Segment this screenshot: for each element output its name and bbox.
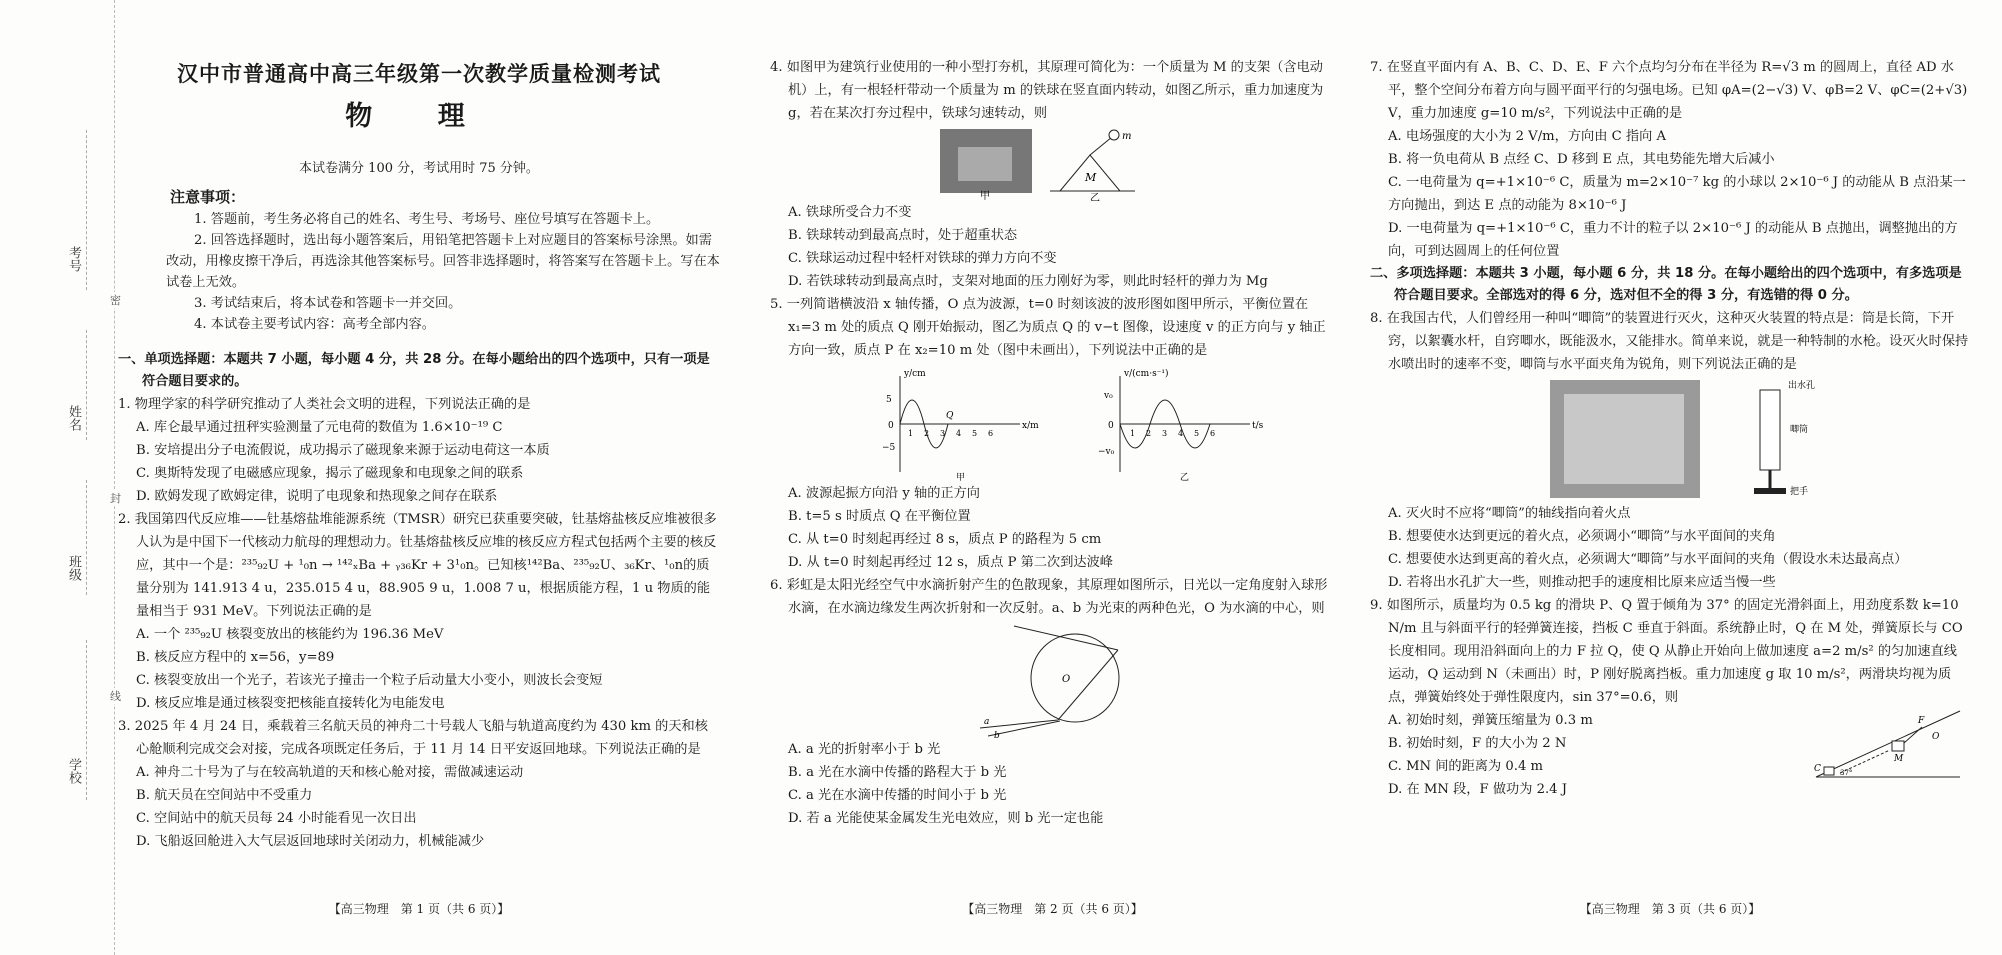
tick-label: 6 xyxy=(988,429,994,438)
tick-label: 4 xyxy=(1178,429,1184,438)
label-name: 姓名 xyxy=(66,405,81,431)
section-heading-1: 一、单项选择题：本题共 7 小题，每小题 4 分，共 28 分。在每小题给出的四个选项中，只有一项是符合题目要求的。 xyxy=(118,352,710,389)
velocity-graph xyxy=(1098,368,1264,482)
point-M-label: M xyxy=(1894,754,1904,764)
center-O-label: O xyxy=(1062,674,1071,685)
option: C. 空间站中的航天员每 24 小时能看见一次日出 xyxy=(136,811,417,826)
option: A. 波源起振方向沿 y 轴的正方向 xyxy=(788,486,980,501)
tick-label: 1 xyxy=(908,429,914,438)
tick-label: 2 xyxy=(924,429,930,438)
axis-label: v/(cm·s⁻¹) xyxy=(1124,369,1169,379)
option: B. 初始时刻，F 的大小为 2 N xyxy=(1388,736,1567,751)
tick-label: 0 xyxy=(1108,421,1114,431)
seal-mi: 密 xyxy=(110,294,121,307)
question-3: 3. 2025 年 4 月 24 日，乘载着三名航天员的神舟二十号载人飞船与轨道高度约为 430 km 的天和核心舱顺利完成交会对接，完成各项既定任务后，于 11 月 14 日平安返回地球。下列说法正确的是 xyxy=(118,719,708,757)
option: D. 欧姆发现了欧姆定律，说明了电现象和热现象之间存在联系 xyxy=(136,489,498,504)
question-8: 8. 在我国古代，人们曾经用一种叫“唧筒”的装置进行灭火，这种灭火装置的特点是：筒是长筒，下开窍，以絮囊水杆，自窍唧水，既能汲水，又能排水。简单来说，就是一种特制的水枪。设灭火时保持水喷出时的速率不变，唧筒与水平面夹角为锐角，则下列说法正确的是 xyxy=(1370,311,1969,372)
option: D. 若 a 光能使某金属发生光电效应，则 b 光一定也能 xyxy=(788,811,1104,826)
seal-xian: 线 xyxy=(110,690,121,703)
option: B. a 光在水滴中传播的路程大于 b 光 xyxy=(788,765,1007,780)
option: D. 若将出水孔扩大一些，则推动把手的速度相比原来应适当慢一些 xyxy=(1388,575,1776,590)
option: A. 初始时刻，弹簧压缩量为 0.3 m xyxy=(1388,713,1593,728)
question-1: 1. 物理学家的科学研究推动了人类社会文明的进程，下列说法正确的是 xyxy=(118,397,531,412)
question-4: 4. 如图甲为建筑行业使用的一种小型打夯机，其原理可简化为：一个质量为 M 的支架（含电动机）上，有一根轻杆带动一个质量为 m 的铁球在竖直面内转动，如图乙所示，重力加速度为 g，若在某次打夯过程中，铁球匀速转动，则 xyxy=(770,60,1324,121)
water-pump-figure xyxy=(1550,376,1850,502)
tick-label: 1 xyxy=(1130,429,1136,438)
option: C. 核裂变放出一个光子，若该光子撞击一个粒子后动量大小变小，则波长会变短 xyxy=(136,673,603,688)
wave-figures xyxy=(870,362,1290,482)
option: D. 从 t=0 时刻起再经过 12 s，质点 P 第二次到达波峰 xyxy=(788,555,1113,570)
block-Q xyxy=(1892,741,1904,751)
seal-feng: 封 xyxy=(110,492,121,505)
label-exam-number: 考号 xyxy=(66,246,81,272)
page-1 xyxy=(118,0,720,955)
option: A. 铁球所受合力不变 xyxy=(788,205,912,220)
tick-label: 3 xyxy=(940,429,946,438)
fill-line xyxy=(86,640,87,800)
option: C. 一电荷量为 q=+1×10⁻⁶ C，质量为 m=2×10⁻⁷ kg 的小球以 2×10⁻⁶ J 的动能从 B 点沿某一方向抛出，到达 E 点的动能为 8×10⁻⁶ J xyxy=(1388,175,1966,213)
tick-label: 0 xyxy=(888,421,894,431)
handle-label: 把手 xyxy=(1790,487,1809,497)
point-O-label: O xyxy=(1932,732,1940,742)
subject-title: 物 理 xyxy=(345,101,493,132)
option: A. 库仑最早通过扭秤实验测量了元电荷的数值为 1.6×10⁻¹⁹ C xyxy=(136,420,503,435)
ray-b-label: b xyxy=(994,731,1000,738)
option: B. t=5 s 时质点 Q 在平衡位置 xyxy=(788,509,971,524)
fig-label-yi: 乙 xyxy=(1090,193,1100,201)
force-F-label: F xyxy=(1918,716,1925,726)
note-item: 4. 本试卷主要考试内容：高考全部内容。 xyxy=(194,317,435,332)
point-Q-label: Q xyxy=(946,411,954,421)
tick-label: 3 xyxy=(1162,429,1168,438)
tick-label: 4 xyxy=(956,429,962,438)
wave-graph xyxy=(882,369,1039,482)
fill-line xyxy=(86,330,87,440)
question-7: 7. 在竖直平面内有 A、B、C、D、E、F 六个点均匀分布在半径为 R=√3 m 的圆周上，直径 AD 水平，整个空间分布着方向与圆平面平行的匀强电场。已知 φA=(2−√3) V、φB=2 V、φC=(2+√3) V，重力加速度 g=10 m/s²，下列说法中正确的是 xyxy=(1370,60,1968,121)
fill-line xyxy=(86,130,87,290)
exam-intro: 本试卷满分 100 分，考试用时 75 分钟。 xyxy=(299,161,539,176)
option: B. 想要使水达到更远的着火点，必须调小“唧筒”与水平面间的夹角 xyxy=(1388,529,1776,544)
option: D. 核反应堆是通过核裂变把核能直接转化为电能发电 xyxy=(136,696,445,711)
label-school: 学校 xyxy=(66,758,81,784)
option: A. a 光的折射率小于 b 光 xyxy=(788,742,941,757)
question-9: 9. 如图所示，质量均为 0.5 kg 的滑块 P、Q 置于倾角为 37° 的固定光滑斜面上，用劲度系数 k=10 N/m 且与斜面平行的轻弹簧连接，挡板 C 垂直于斜面。系统静止时，Q 在 M 处，弹簧原长与 CO 长度相同。现用沿斜面向上的力 F 拉 Q，使 Q 从静止开始向上做加速度 a=2 m/s² 的匀加速直线运动，Q 运动到 N（未画出）时，P 刚好脱离挡板。重力加速度 g 取 10 m/s²，两滑块均视为质点，弹簧始终处于弹性限度内，sin 37°=0.6，则 xyxy=(1370,598,1963,705)
pump-label: 唧筒 xyxy=(1790,425,1809,435)
notes-heading: 注意事项： xyxy=(170,188,246,206)
tick-label: −v₀ xyxy=(1098,447,1115,457)
option: A. 灭火时不应将“唧筒”的轴线指向着火点 xyxy=(1388,506,1631,521)
note-item: 2. 回答选择题时，选出每小题答案后，用铅笔把答题卡上对应题目的答案标号涂黑。如需改动，用橡皮擦干净后，再选涂其他答案标号。回答非选择题时，将答案写在答题卡上。写在本试卷上无效。 xyxy=(166,233,720,290)
question-5: 5. 一列简谐横波沿 x 轴传播，O 点为波源，t=0 时刻该波的波形图如图甲所示，平衡位置在 x₁=3 m 处的质点 Q 刚开始振动，图乙为质点 Q 的 v−t 图像，设速度 v 的正方向与 y 轴正方向一致，质点 P 在 x₂=10 m 处（图中未画出），下列说法中正确的是 xyxy=(770,297,1326,358)
exam-title: 汉中市普通高中高三年级第一次教学质量检测考试 xyxy=(177,62,661,86)
iron-ball xyxy=(1109,130,1119,140)
option: D. 若铁球转动到最高点时，支架对地面的压力刚好为零，则此时轻杆的弹力为 Mg xyxy=(788,274,1268,289)
option: C. a 光在水滴中传播的时间小于 b 光 xyxy=(788,788,1007,803)
incline-surface xyxy=(1816,711,1960,777)
page-footer: 【高三物理 第 3 页（共 6 页）】 xyxy=(1579,902,1761,916)
outlet-label: 出水孔 xyxy=(1788,381,1816,391)
ray-a-label: a xyxy=(984,717,990,727)
option: A. 电场强度的大小为 2 V/m，方向由 C 指向 A xyxy=(1388,129,1666,144)
tick-label: 5 xyxy=(1194,429,1200,438)
option: C. 铁球运动过程中轻杆对铁球的弹力方向不变 xyxy=(788,251,1057,266)
question-2: 2. 我国第四代反应堆——钍基熔盐堆能源系统（TMSR）研究已获重要突破，钍基熔盐核反应堆被很多人认为是中国下一代核动力航母的理想动力。钍基熔盐核反应堆的核反应方程式包括两个主要的核反应，其中一个是：²³⁵₉₂U + ¹₀n → ¹⁴²ₓBa + ᵧ₃₆Kr + 3¹₀n。已知核¹⁴²Ba、²³⁵₉₂U、₃₆Kr、¹₀n的质量分别为 141.913 4 u，235.015 4 u，88.905 9 u，1.008 7 u，根据质能方程，1 u 物质的能量相当于 931 MeV。下列说法正确的是 xyxy=(118,512,717,619)
tick-label: 6 xyxy=(1210,429,1216,438)
angle-label: 37° xyxy=(1840,769,1853,777)
option: D. 飞船返回舱进入大气层返回地球时关闭动力，机械能减少 xyxy=(136,834,485,849)
tick-label: 5 xyxy=(972,429,978,438)
option: B. 安培提出分子电流假说，成功揭示了磁现象来源于运动电荷这一本质 xyxy=(136,443,550,458)
note-item: 3. 考试结束后，将本试卷和答题卡一并交回。 xyxy=(194,296,462,311)
seal-line xyxy=(114,0,115,955)
option: D. 在 MN 段，F 做功为 2.4 J xyxy=(1388,782,1568,797)
fill-line xyxy=(86,480,87,595)
option: B. 核反应方程中的 x=56，y=89 xyxy=(136,650,335,665)
axis-label: y/cm xyxy=(904,369,926,379)
section-heading-2: 二、多项选择题：本题共 3 小题，每小题 6 分，共 18 分。在每小题给出的四个选项中，有多选项是符合题目要求。全部选对的得 6 分，选对但不全的得 3 分，有选错的得 0 分。 xyxy=(1370,266,1962,303)
question-6: 6. 彩虹是太阳光经空气中水滴折射产生的色散现象，其原理如图所示，日光以一定角度射入球形水滴，在水滴边缘发生两次折射和一次反射。a、b 为光束的两种色光，O 为水滴的中心，则 xyxy=(770,578,1328,616)
option: B. 将一负电荷从 B 点经 C、D 移到 E 点，其电势能先增大后减小 xyxy=(1388,152,1775,167)
tick-label: 5 xyxy=(886,395,892,405)
tick-label: 2 xyxy=(1146,429,1152,438)
block-P xyxy=(1824,767,1834,775)
page-footer: 【高三物理 第 1 页（共 6 页）】 xyxy=(328,902,510,916)
tamper-figure xyxy=(940,125,1240,201)
axis-label: t/s xyxy=(1252,421,1264,431)
light-rod xyxy=(1090,137,1112,155)
tick-label: −5 xyxy=(882,443,896,453)
option: D. 一电荷量为 q=+1×10⁻⁶ C，重力不计的粒子以 2×10⁻⁶ J 的动能从 B 点抛出，调整抛出的方向，可到达圆周上的任何位置 xyxy=(1388,221,1958,259)
label-class: 班级 xyxy=(66,555,81,581)
fig-label-yi: 乙 xyxy=(1180,473,1190,482)
plate-C-label: C xyxy=(1814,764,1821,774)
fig-label-m: m xyxy=(1122,131,1132,142)
option: A. 神舟二十号为了与在较高轨道的天和核心舱对接，需做减速运动 xyxy=(136,765,524,780)
incline-figure xyxy=(1810,705,1970,785)
tick-label: v₀ xyxy=(1104,391,1113,401)
page-footer: 【高三物理 第 2 页（共 6 页）】 xyxy=(962,902,1143,916)
option: C. 从 t=0 时刻起再经过 8 s，质点 P 的路程为 5 cm xyxy=(788,532,1102,547)
axis-label: x/m xyxy=(1022,421,1039,431)
option: C. 想要使水达到更高的着火点，必须调大“唧筒”与水平面间的夹角（假设水未达最高点） xyxy=(1388,552,1908,567)
pump-tube xyxy=(1760,390,1780,470)
option: A. 一个 ²³⁵₉₂U 核裂变放出的核能约为 196.36 MeV xyxy=(136,627,444,642)
fig-label-jia: 甲 xyxy=(980,191,990,201)
option: C. 奥斯特发现了电磁感应现象，揭示了磁现象和电现象之间的联系 xyxy=(136,466,524,481)
internal-ray xyxy=(1058,650,1118,720)
note-item: 1. 答题前，考生务必将自己的姓名、考生号、考场号、座位号填写在答题卡上。 xyxy=(194,212,660,227)
ancient-illustration-detail xyxy=(1564,394,1684,484)
tamper-photo-machine xyxy=(958,147,1012,181)
option: B. 铁球转动到最高点时，处于超重状态 xyxy=(788,228,1018,243)
sun-ray xyxy=(1014,626,1118,650)
page-2 xyxy=(770,0,1335,955)
raindrop-figure xyxy=(970,620,1170,738)
option: B. 航天员在空间站中不受重力 xyxy=(136,788,313,803)
option: C. MN 间的距离为 0.4 m xyxy=(1388,759,1544,774)
binding-margin xyxy=(0,0,121,955)
fig-label-M: M xyxy=(1085,171,1097,184)
fig-label-jia: 甲 xyxy=(956,473,966,482)
page-3 xyxy=(1370,0,1970,955)
pump-handle xyxy=(1754,488,1786,494)
